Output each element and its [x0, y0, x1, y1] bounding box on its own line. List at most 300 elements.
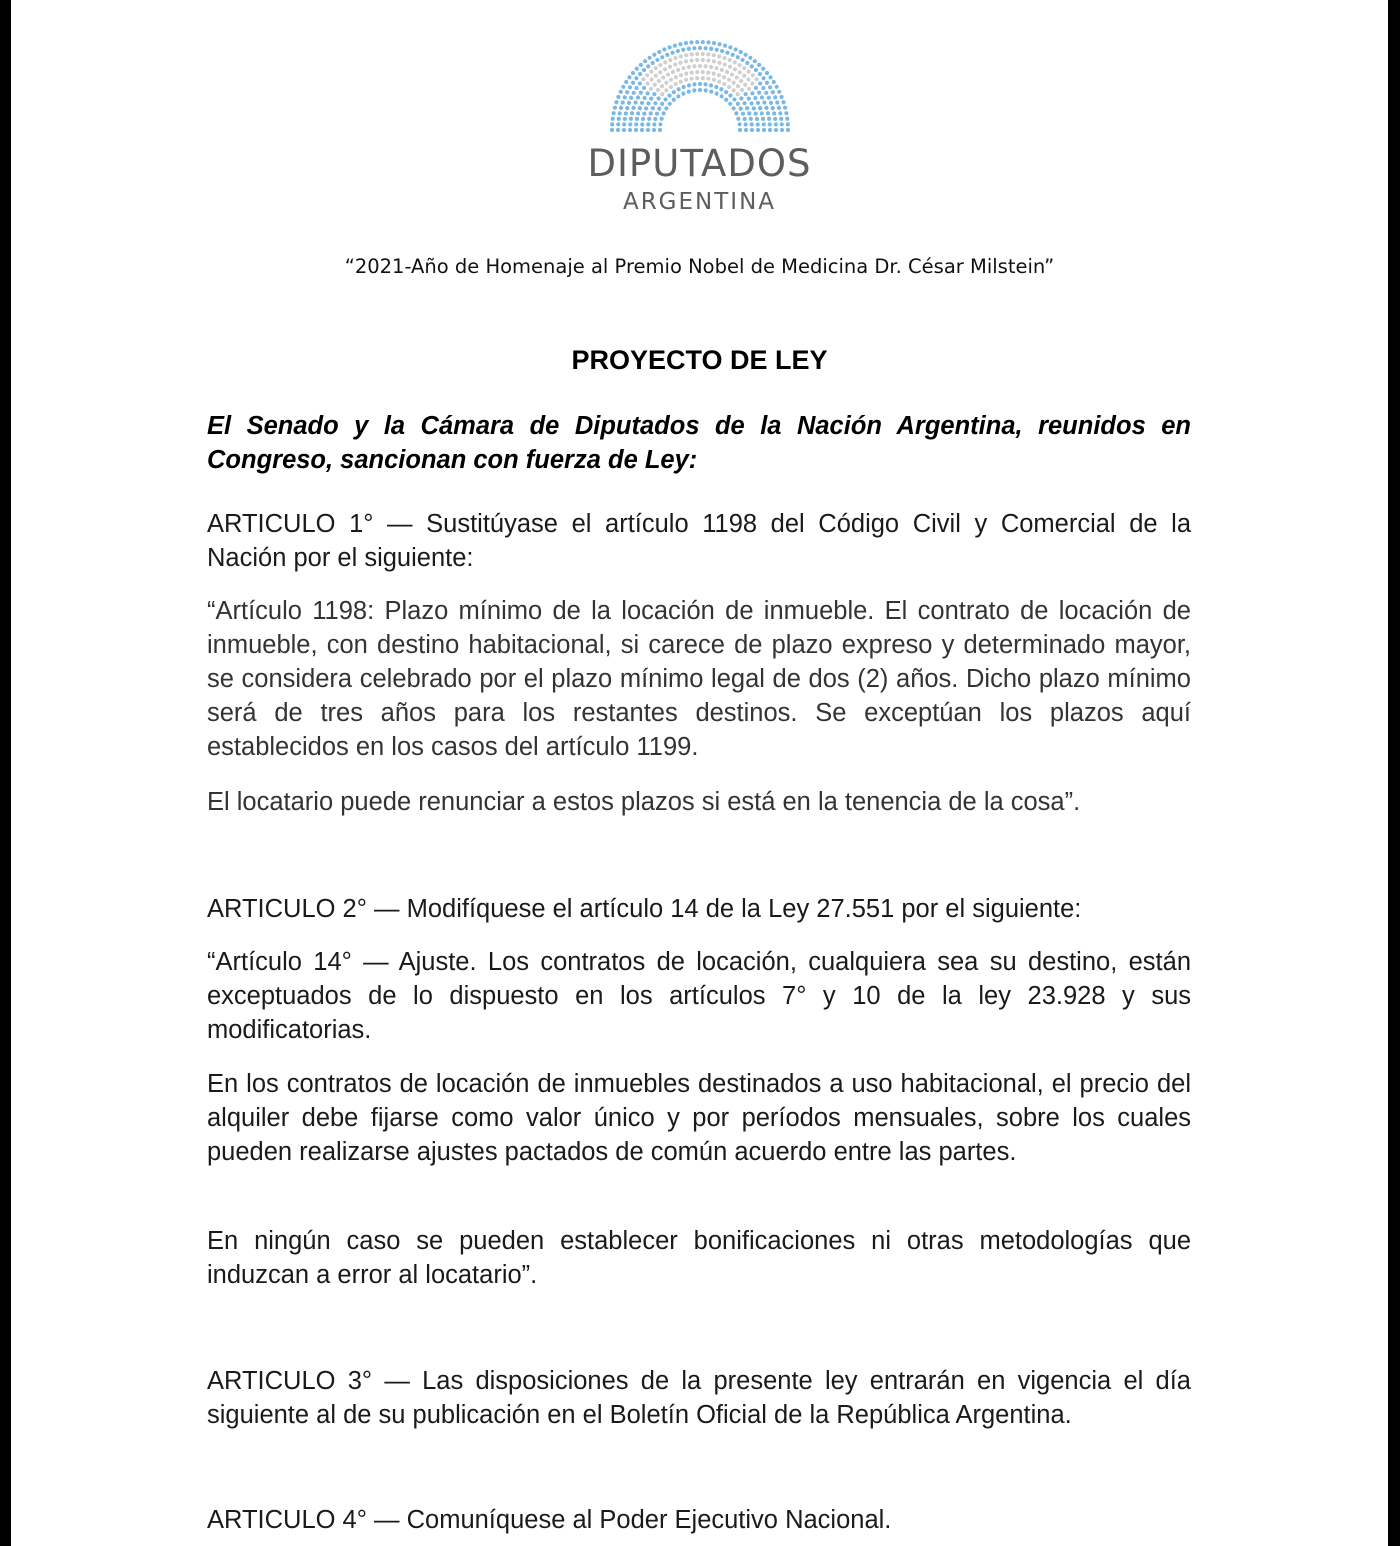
hemicycle-seat-dot — [681, 85, 685, 89]
hemicycle-seat-dot — [614, 100, 618, 104]
hemicycle-seat-dot — [700, 70, 704, 74]
hemicycle-seat-dot — [654, 112, 658, 116]
hemicycle-seat-dot — [703, 46, 707, 50]
hemicycle-seat-dot — [722, 56, 726, 60]
hemicycle-seat-dot — [737, 122, 741, 126]
hemicycle-seat-dot — [759, 111, 763, 115]
hemicycle-seat-dot — [743, 128, 747, 132]
hemicycle-seat-dot — [764, 71, 768, 75]
article-2-quote-paragraph: En ningún caso se pueden establecer bonificaciones ni otras metodologías que induzcan a error al locatario”. — [207, 1227, 1191, 1289]
hemicycle-seat-dot — [678, 80, 682, 84]
hemicycle-seat-dot — [621, 128, 625, 132]
article-2-quote-paragraph: En los contratos de locación de inmuebles destinados a uso habitacional, el precio del alquiler debe fijarse como valor único y por períodos mensuales, sobre los cuales pueden realizarse ajustes pactados de común acuerdo entre las partes. — [207, 1070, 1191, 1166]
hemicycle-seat-dot — [673, 56, 677, 60]
hemicycle-seat-dot — [663, 60, 667, 64]
hemicycle-seat-dot — [660, 92, 664, 96]
hemicycle-seat-dot — [675, 49, 679, 53]
hemicycle-seat-dot — [740, 58, 744, 62]
hemicycle-seat-dot — [637, 106, 641, 110]
hemicycle-seat-dot — [670, 70, 674, 74]
hemicycle-seat-dot — [647, 117, 651, 121]
hemicycle-seat-dot — [686, 47, 690, 51]
hemicycle-seat-dot — [635, 95, 639, 99]
hemicycle-seat-dot — [659, 84, 663, 88]
hemicycle-seat-dot — [668, 85, 672, 89]
hemicycle-seat-dot — [771, 80, 775, 84]
hemicycle-seat-dot — [671, 98, 675, 102]
hemicycle-seat-dot — [660, 102, 664, 106]
hemicycle-seat-dot — [749, 122, 753, 126]
hemicycle-seat-dot — [700, 40, 704, 44]
hemicycle-seat-dot — [764, 106, 768, 110]
hemicycle-seat-dot — [686, 90, 690, 94]
article-2-quote-paragraph: “Artículo 14° — Ajuste. Los contratos de locación, cualquiera sea su destino, están exceptuados de lo dispuesto en los artículos 7° y 10 de la ley 23.928 y sus modificatorias. — [207, 948, 1191, 1044]
hemicycle-seat-dot — [662, 67, 666, 71]
hemicycle-seat-dot — [665, 53, 669, 57]
hemicycle-seat-dot — [622, 95, 626, 99]
hemicycle-seat-dot — [742, 66, 746, 70]
hemicycle-seat-dot — [721, 75, 725, 79]
hemicycle-seat-dot — [681, 48, 685, 52]
hemicycle-seat-dot — [661, 111, 665, 115]
hemicycle-seat-dot — [615, 128, 619, 132]
hemicycle-seat-dot — [757, 90, 761, 94]
hemicycle-seat-dot — [622, 122, 626, 126]
hemicycle-seat-dot — [748, 117, 752, 121]
hemicycle-seat-dot — [629, 111, 633, 115]
hemicycle-seat-dot — [700, 58, 704, 62]
hemicycle-seat-dot — [667, 65, 671, 69]
hemicycle-seat-dot — [658, 63, 662, 67]
hemicycle-seat-dot — [774, 85, 778, 89]
hemicycle-seat-dot — [773, 117, 777, 121]
hemicycle-seat-dot — [639, 128, 643, 132]
hemicycle-seat-dot — [770, 90, 774, 94]
hemicycle-seat-dot — [656, 96, 660, 100]
hemicycle-seat-dot — [755, 128, 759, 132]
hemicycle-seat-dot — [775, 100, 779, 104]
article-1: ARTICULO 1° — Sustitúyase el artículo 1198 del Código Civil y Comercial de la Nación por el siguiente: — [207, 510, 1191, 572]
hemicycle-seat-dot — [639, 101, 643, 105]
hemicycle-seat-dot — [733, 47, 737, 51]
hemicycle-seat-dot — [739, 79, 743, 83]
hemicycle-seat-dot — [661, 75, 665, 79]
hemicycle-seat-dot — [652, 122, 656, 126]
hemicycle-seat-dot — [660, 55, 664, 59]
hemicycle-seat-dot — [634, 76, 638, 80]
hemicycle-seat-dot — [719, 94, 723, 98]
hemicycle-seat-dot — [609, 128, 613, 132]
hemicycle-seat-dot — [653, 74, 657, 78]
hemicycle-seat-dot — [689, 77, 693, 81]
hemicycle-seat-dot — [717, 54, 721, 58]
hemicycle-seat-dot — [681, 66, 685, 70]
hemicycle-seat-dot — [726, 78, 730, 82]
hemicycle-seat-dot — [638, 63, 642, 67]
hemicycle-seat-dot — [627, 128, 631, 132]
hemicycle-seat-dot — [768, 101, 772, 105]
hemicycle-seat-dot — [634, 67, 638, 71]
hemicycle-seat-dot — [725, 51, 729, 55]
hemicycle-seat-dot — [662, 47, 666, 51]
hemicycle-seat-dot — [653, 101, 657, 105]
hemicycle-seat-dot — [761, 128, 765, 132]
hemicycle-seat-dot — [659, 117, 663, 121]
hemicycle-seat-dot — [689, 58, 693, 62]
hemicycle-seat-dot — [728, 102, 732, 106]
hemicycle-seat-dot — [779, 95, 783, 99]
hemicycle-seat-dot — [737, 128, 741, 132]
hemicycle-seat-dot — [732, 97, 736, 101]
hemicycle-seat-dot — [732, 67, 736, 71]
hemicycle-seat-dot — [625, 90, 629, 94]
hemicycle-seat-dot — [695, 58, 699, 62]
hemicycle-seat-dot — [640, 122, 644, 126]
hemicycle-seat-dot — [742, 74, 746, 78]
hemicycle-seat-dot — [766, 117, 770, 121]
hemicycle-seat-dot — [616, 117, 620, 121]
hemicycle-seat-dot — [649, 77, 653, 81]
hemicycle-seat-dot — [777, 90, 781, 94]
hemicycle-seat-dot — [716, 73, 720, 77]
hemicycle-seat-dot — [658, 70, 662, 74]
hemicycle-seat-dot — [668, 58, 672, 62]
hemicycle-seat-dot — [657, 128, 661, 132]
hemicycle-seat-dot — [745, 61, 749, 65]
hemicycle-seat-dot — [700, 52, 704, 56]
hemicycle-seat-dot — [779, 122, 783, 126]
hemicycle-seat-dot — [773, 122, 777, 126]
hemicycle-seat-dot — [720, 49, 724, 53]
hemicycle-seat-dot — [735, 55, 739, 59]
hemicycle-seat-dot — [749, 64, 753, 68]
hemicycle-seat-dot — [624, 80, 628, 84]
hemicycle-seat-dot — [784, 111, 788, 115]
hemicycle-seat-dot — [740, 112, 744, 116]
hemicycle-seat-dot — [761, 76, 765, 80]
hemicycle-seat-dot — [761, 122, 765, 126]
hemicycle-seat-dot — [753, 96, 757, 100]
article-1-quote-paragraph: “Artículo 1198: Plazo mínimo de la locación de inmueble. El contrato de locación de inmueble, con destino habitacional, si carece de plazo expreso y determinado mayor, se considera celebrado por el plazo mínimo legal de dos (2) años. Dicho plazo mínimo será de tres años para los restantes destinos. Se exceptúan los plazos aquí establecidos en los casos del artículo 1199. — [207, 597, 1191, 761]
hemicycle-seat-dot — [714, 48, 718, 52]
hemicycle-seat-dot — [773, 128, 777, 132]
hemicycle-seat-dot — [664, 88, 668, 92]
hemicycle-seat-dot — [706, 52, 710, 56]
hemicycle-seat-dot — [700, 76, 704, 80]
hemicycle-seat-dot — [753, 68, 757, 72]
hemicycle-seat-dot — [735, 92, 739, 96]
hemicycle-seat-dot — [760, 117, 764, 121]
hemicycle-seat-dot — [686, 65, 690, 69]
hemicycle-seat-dot — [625, 106, 629, 110]
hemicycle-seat-dot — [750, 91, 754, 95]
hemicycle-seat-dot — [758, 81, 762, 85]
hemicycle-seat-dot — [656, 79, 660, 83]
article-2: ARTICULO 2° — Modifíquese el artículo 14 de la Ley 27.551 por el siguiente: — [207, 895, 1082, 923]
hemicycle-seat-dot — [734, 75, 738, 79]
hemicycle-seat-dot — [728, 45, 732, 49]
hemicycle-seat-dot — [686, 83, 690, 87]
hemicycle-seat-dot — [616, 122, 620, 126]
hemicycle-seat-dot — [627, 85, 631, 89]
hemicycle-seat-dot — [671, 90, 675, 94]
hemicycle-seat-dot — [785, 128, 789, 132]
article-4: ARTICULO 4° — Comuníquese al Poder Ejecutivo Nacional. — [207, 1506, 892, 1534]
hemicycle-seat-dot — [636, 111, 640, 115]
hemicycle-seat-dot — [644, 106, 648, 110]
hemicycle-seat-dot — [711, 72, 715, 76]
hemicycle-seat-dot — [706, 40, 710, 44]
hemicycle-seat-dot — [663, 97, 667, 101]
hemicycle-seat-dot — [711, 59, 715, 63]
hemicycle-seat-dot — [642, 112, 646, 116]
hemicycle-seat-dot — [711, 78, 715, 82]
hemicycle-seat-dot — [748, 56, 752, 60]
hemicycle-seat-dot — [739, 96, 743, 100]
hemicycle-seat-dot — [657, 107, 661, 111]
hemicycle-seat-dot — [652, 92, 656, 96]
hemicycle-seat-dot — [684, 72, 688, 76]
hemicycle-seat-dot — [629, 96, 633, 100]
hemicycle-seat-dot — [724, 70, 728, 74]
hemicycle-seat-dot — [730, 53, 734, 57]
hemicycle-seat-dot — [683, 59, 687, 63]
hemicycle-seat-dot — [695, 70, 699, 74]
document-title: PROYECTO DE LEY — [571, 345, 828, 375]
hemicycle-seat-dot — [785, 117, 789, 121]
intro-paragraph: El Senado y la Cámara de Diputados de la Nación Argentina, reunidos en Congreso, sancionan con fuerza de Ley: — [207, 412, 1191, 474]
hemicycle-seat-dot — [631, 91, 635, 95]
hemicycle-seat-dot — [678, 54, 682, 58]
hemicycle-seat-dot — [743, 83, 747, 87]
hemicycle-seat-dot — [689, 52, 693, 56]
hemicycle-seat-dot — [692, 46, 696, 50]
hemicycle-seat-dot — [646, 64, 650, 68]
hemicycle-seat-dot — [750, 73, 754, 77]
hemicycle-seat-dot — [618, 90, 622, 94]
hemicycle-seat-dot — [697, 88, 701, 92]
hemicycle-seat-dot — [722, 82, 726, 86]
hemicycle-seat-dot — [736, 117, 740, 121]
hemicycle-seat-dot — [616, 95, 620, 99]
hemicycle-seat-dot — [737, 63, 741, 67]
hemicycle-seat-dot — [637, 81, 641, 85]
hemicycle-seat-dot — [657, 50, 661, 54]
hemicycle-seat-dot — [746, 97, 750, 101]
hemicycle-seat-dot — [622, 117, 626, 121]
hemicycle-seat-dot — [673, 75, 677, 79]
hemicycle-seat-dot — [727, 58, 731, 62]
hemicycle-seat-dot — [750, 81, 754, 85]
hemicycle-seat-dot — [711, 53, 715, 57]
hemicycle-seat-dot — [724, 98, 728, 102]
hemicycle-seat-dot — [758, 106, 762, 110]
hemicycle-seat-dot — [697, 64, 701, 68]
hemicycle-seat-dot — [649, 69, 653, 73]
hemicycle-seat-dot — [743, 122, 747, 126]
hemicycle-seat-dot — [626, 101, 630, 105]
hemicycle-seat-dot — [653, 66, 657, 70]
diputados-logo — [11, 38, 1388, 218]
hemicycle-seat-dot — [668, 78, 672, 82]
hemicycle-seat-dot — [645, 73, 649, 77]
hemicycle-seat-dot — [727, 85, 731, 89]
hemicycle-seat-dot — [706, 70, 710, 74]
hemicycle-seat-dot — [776, 106, 780, 110]
hemicycle-seat-dot — [761, 86, 765, 90]
hemicycle-seat-dot — [652, 53, 656, 57]
hemicycle-seat-dot — [667, 45, 671, 49]
hemicycle-seat-dot — [610, 117, 614, 121]
hemicycle-seat-dot — [650, 106, 654, 110]
hemicycle-seat-dot — [737, 70, 741, 74]
hemicycle-seat-dot — [779, 117, 783, 121]
hemicycle-seat-dot — [681, 92, 685, 96]
hemicycle-seat-dot — [778, 111, 782, 115]
document-page — [11, 0, 1388, 1546]
hemicycle-seat-dot — [714, 92, 718, 96]
hemicycle-seat-dot — [761, 67, 765, 71]
hemicycle-seat-dot — [757, 63, 761, 67]
hemicycle-seat-dot — [764, 81, 768, 85]
hemicycle-seat-dot — [645, 91, 649, 95]
hemicycle-seat-dot — [719, 68, 723, 72]
hemicycle-seat-dot — [637, 72, 641, 76]
hemicycle-seat-dot — [735, 84, 739, 88]
hemicycle-seat-dot — [703, 82, 707, 86]
hemicycle-seat-dot — [692, 82, 696, 86]
hemicycle-seat-dot — [742, 117, 746, 121]
hemicycle-seat-dot — [665, 72, 669, 76]
hemicycle-seat-dot — [734, 111, 738, 115]
hemicycle-seat-dot — [646, 122, 650, 126]
hemicycle-seat-dot — [692, 64, 696, 68]
hemicycle-seat-dot — [714, 66, 718, 70]
hemicycle-seat-dot — [743, 53, 747, 57]
hemicycle-seat-dot — [747, 111, 751, 115]
hemicycle-seat-dot — [697, 82, 701, 86]
hemicycle-seat-dot — [617, 111, 621, 115]
hemicycle-icon — [605, 38, 795, 134]
hemicycle-seat-dot — [762, 100, 766, 104]
hemicycle-seat-dot — [745, 106, 749, 110]
hemicycle-seat-dot — [749, 101, 753, 105]
logo-name: DIPUTADOS — [587, 142, 812, 185]
hemicycle-seat-dot — [634, 86, 638, 90]
hemicycle-seat-dot — [711, 41, 715, 45]
hemicycle-seat-dot — [695, 40, 699, 44]
hemicycle-seat-dot — [676, 87, 680, 91]
hemicycle-seat-dot — [683, 41, 687, 45]
hemicycle-seat-dot — [611, 111, 615, 115]
hemicycle-seat-dot — [767, 128, 771, 132]
hemicycle-seat-dot — [695, 52, 699, 56]
hemicycle-seat-dot — [664, 81, 668, 85]
hemicycle-seat-dot — [708, 83, 712, 87]
hemicycle-seat-dot — [703, 88, 707, 92]
hemicycle-seat-dot — [722, 44, 726, 48]
hemicycle-seat-dot — [612, 106, 616, 110]
hemicycle-seat-dot — [717, 42, 721, 46]
hemicycle-seat-dot — [743, 92, 747, 96]
hemicycle-seat-dot — [731, 88, 735, 92]
hemicycle-seat-dot — [755, 122, 759, 126]
hemicycle-seat-dot — [648, 111, 652, 115]
hemicycle-seat-dot — [623, 111, 627, 115]
hemicycle-seat-dot — [628, 117, 632, 121]
hemicycle-seat-dot — [634, 122, 638, 126]
hemicycle-seat-dot — [689, 40, 693, 44]
hemicycle-seat-dot — [643, 59, 647, 63]
hemicycle-seat-dot — [631, 106, 635, 110]
hemicycle-seat-dot — [633, 100, 637, 104]
hemicycle-seat-dot — [779, 128, 783, 132]
hemicycle-seat-dot — [650, 61, 654, 65]
hemicycle-seat-dot — [738, 50, 742, 54]
hemicycle-seat-dot — [695, 76, 699, 80]
article-3: ARTICULO 3° — Las disposiciones de la presente ley entrarán en vigencia el día siguiente al de su publicación en el Boletín Oficial de la República Argentina. — [207, 1367, 1191, 1429]
hemicycle-seat-dot — [717, 61, 721, 65]
hemicycle-seat-dot — [754, 77, 758, 81]
hemicycle-seat-dot — [689, 70, 693, 74]
hemicycle-seat-dot — [658, 122, 662, 126]
hemicycle-seat-dot — [655, 58, 659, 62]
hemicycle-seat-dot — [653, 117, 657, 121]
hemicycle-seat-dot — [728, 93, 732, 97]
hemicycle-seat-dot — [757, 72, 761, 76]
hemicycle-seat-dot — [664, 106, 668, 110]
hemicycle-seat-dot — [735, 102, 739, 106]
hemicycle-seat-dot — [765, 111, 769, 115]
hemicycle-seat-dot — [746, 87, 750, 91]
hemicycle-seat-dot — [641, 68, 645, 72]
hemicycle-seat-dot — [648, 87, 652, 91]
hemicycle-seat-dot — [767, 85, 771, 89]
hemicycle-seat-dot — [697, 46, 701, 50]
hemicycle-seat-dot — [641, 86, 645, 90]
hemicycle-seat-dot — [727, 65, 731, 69]
hemicycle-seat-dot — [678, 73, 682, 77]
hemicycle-seat-dot — [678, 42, 682, 46]
hemicycle-seat-dot — [722, 62, 726, 66]
hemicycle-seat-dot — [667, 93, 671, 97]
hemicycle-seat-dot — [645, 128, 649, 132]
hemicycle-seat-dot — [754, 117, 758, 121]
hemicycle-seat-dot — [731, 81, 735, 85]
hemicycle-seat-dot — [684, 53, 688, 57]
hemicycle-seat-dot — [746, 77, 750, 81]
hemicycle-seat-dot — [692, 88, 696, 92]
hemicycle-seat-dot — [634, 117, 638, 121]
hemicycle-seat-dot — [753, 112, 757, 116]
hemicycle-seat-dot — [751, 106, 755, 110]
hemicycle-seat-dot — [640, 117, 644, 121]
hemicycle-seat-dot — [706, 58, 710, 62]
hemicycle-seat-dot — [749, 128, 753, 132]
hemicycle-seat-dot — [630, 81, 634, 85]
hemicycle-seat-dot — [646, 101, 650, 105]
hemicycle-seat-dot — [706, 77, 710, 81]
hemicycle-seat-dot — [647, 56, 651, 60]
hemicycle-seat-dot — [683, 78, 687, 82]
hemicycle-seat-dot — [767, 122, 771, 126]
hemicycle-seat-dot — [618, 106, 622, 110]
hemicycle-seat-dot — [673, 82, 677, 86]
hemicycle-seat-dot — [714, 85, 718, 89]
hemicycle-seat-dot — [676, 68, 680, 72]
hemicycle-seat-dot — [768, 75, 772, 79]
hemicycle-seat-dot — [739, 88, 743, 92]
